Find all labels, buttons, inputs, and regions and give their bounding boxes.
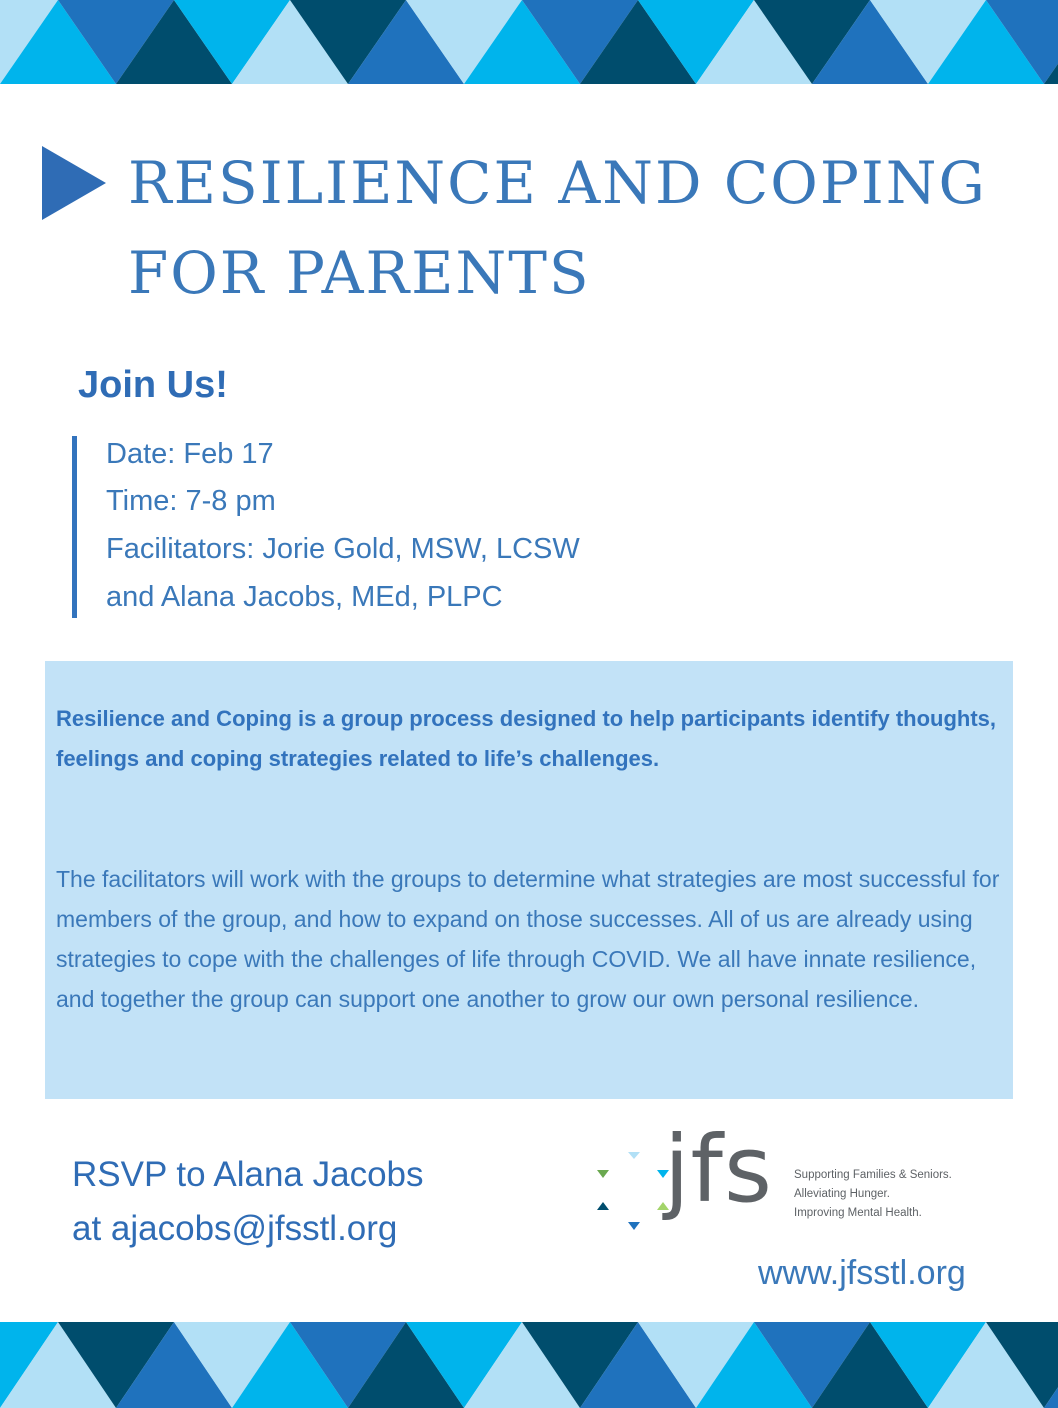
event-time: Time: 7-8 pm <box>106 485 276 517</box>
bottom-triangle-banner <box>0 1322 1058 1408</box>
event-facilitators: Facilitators: Jorie Gold, MSW, LCSW <box>106 533 580 565</box>
rsvp-email[interactable]: at ajacobs@jfsstl.org <box>72 1209 398 1248</box>
tagline-line-3: Improving Mental Health. <box>794 1207 922 1219</box>
event-facilitators-continued: and Alana Jacobs, MEd, PLPC <box>106 581 503 613</box>
top-triangle-banner <box>0 0 1058 84</box>
jfs-triangle-mark-icon <box>594 1130 674 1248</box>
tagline-line-2: Alleviating Hunger. <box>794 1188 890 1200</box>
jfs-logo <box>594 1116 994 1248</box>
rsvp-line-1: RSVP to Alana Jacobs <box>72 1155 424 1194</box>
title-line-1: RESILIENCE AND COPING <box>128 149 987 217</box>
description-intro: Resilience and Coping is a group process designed to help participants identify thoughts, feelings and coping strategies related to life’s challenges. <box>56 706 997 771</box>
event-details <box>72 436 777 618</box>
rsvp-info <box>72 1148 424 1256</box>
event-date: Date: Feb 17 <box>106 438 274 470</box>
website-link[interactable]: www.jfsstl.org <box>758 1254 966 1292</box>
logo-tagline <box>794 1166 952 1223</box>
description-box <box>45 661 1013 1099</box>
event-title <box>128 138 1028 318</box>
join-us-heading: Join Us! <box>78 364 228 406</box>
description-body: The facilitators will work with the groups to determine what strategies are most successful for members of the group, and how to expand on those successes. All of us are already using strategies to cope with the challenges of life through COVID. We all have innate resilience, and together the group can support one another to grow our own personal resilience. <box>56 866 1000 1012</box>
tagline-line-1: Supporting Families & Seniors. <box>794 1169 952 1181</box>
title-arrow-icon <box>42 146 106 220</box>
jfs-wordmark: jfs <box>664 1116 773 1223</box>
title-line-2: FOR PARENTS <box>128 239 591 307</box>
